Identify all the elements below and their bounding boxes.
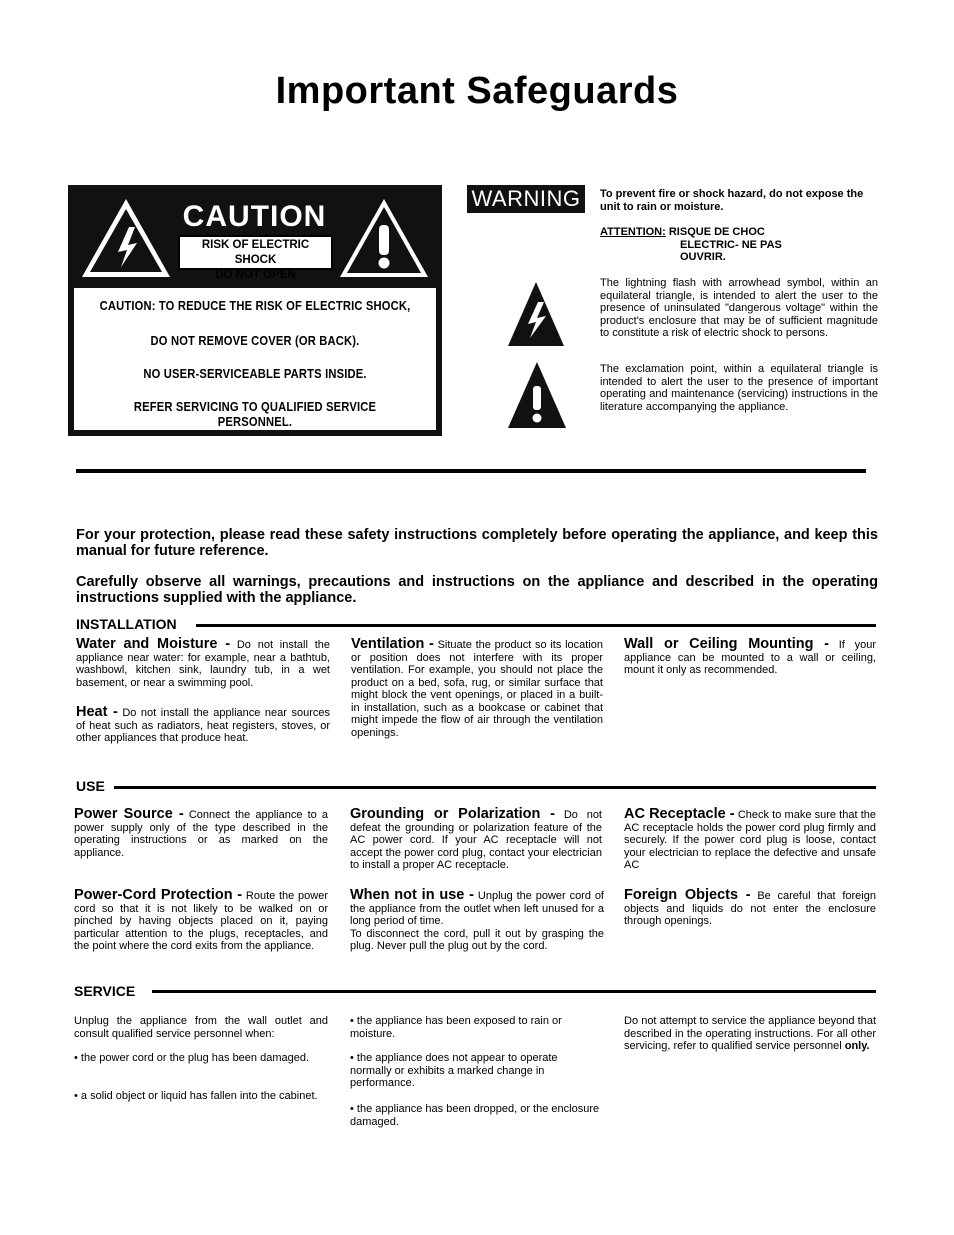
power-cord-item: [74, 889, 328, 953]
caution-text-area: [74, 288, 436, 430]
service-bullet-5: [350, 1103, 602, 1128]
shock-plate-line2: DO NOT OPEN: [215, 269, 296, 281]
ventilation-heading: Ventilation -: [351, 636, 434, 652]
caution-word: CAUTION: [182, 200, 327, 233]
not-in-use-item: [350, 889, 604, 953]
grounding-item: [350, 808, 602, 872]
foreign-objects-item: [624, 889, 876, 928]
water-heading: Water and Moisture -: [76, 636, 231, 652]
wall-mounting-item: [624, 638, 876, 677]
caution-line-3: NO USER-SERVICEABLE PARTS INSIDE.: [143, 366, 367, 381]
intro-paragraph-1: For your protection, please read these safety instructions completely before operating the appliance, and keep this manual for future reference.: [76, 527, 878, 559]
not-in-use-heading: When not in use -: [350, 887, 475, 903]
lightning-symbol-icon: [506, 280, 566, 348]
service-note: [624, 1015, 876, 1053]
service-bullet-2-text: a solid object or liquid has fallen into the cabinet.: [80, 1090, 318, 1102]
installation-rule: [196, 624, 876, 627]
service-note-text: Do not attempt to service the appliance beyond that described in the operating instructions. For all other servicing, refer to qualified service personnel: [624, 1015, 876, 1052]
bullet-icon: •: [74, 1090, 78, 1102]
ac-receptacle-heading: AC Receptacle -: [624, 806, 735, 822]
attention-block: [600, 226, 880, 264]
service-intro: Unplug the appliance from the wall outlet and consult qualified service personnel when:: [74, 1015, 328, 1040]
not-in-use-text: Unplug the power cord of the appliance from the outlet when left unused for a long period of time.: [350, 890, 604, 927]
heat-item: [76, 706, 330, 745]
warning-text: To prevent fire or shock hazard, do not expose the unit to rain or moisture.: [600, 188, 864, 213]
bullet-icon: •: [350, 1015, 354, 1027]
water-text: Do not install the appliance near water: for example, near a bathtub, washbowl, kitchen sink, laundry tub, in a wet basement, or near a swimming pool.: [76, 639, 330, 689]
exclamation-symbol-icon: [506, 360, 568, 430]
water-moisture-item: [76, 638, 330, 689]
ac-receptacle-item: [624, 808, 876, 872]
exclamation-description: The exclamation point, within a equilateral triangle is intended to alert the user to the presence of important operating and maintenance (servicing) instructions in the literature accompanying the appliance.: [600, 363, 878, 413]
service-bullet-1: [74, 1052, 328, 1065]
foreign-objects-heading: Foreign Objects -: [624, 887, 751, 903]
foreign-objects-text: Be careful that foreign objects and liquids do not enter the enclosure through openings.: [624, 890, 876, 927]
power-cord-text: Route the power cord so that it is not likely to be walked on or pinched by having objects placed on it, paying particular attention to the plugs, receptacles, and the point where the cord exits from the appliance.: [74, 890, 328, 952]
lightning-warning-icon: [80, 197, 172, 279]
service-bullet-5-text: the appliance has been dropped, or the enclosure damaged.: [350, 1103, 600, 1128]
service-rule: [152, 990, 876, 993]
shock-plate: [178, 235, 333, 281]
attention-line1: RISQUE DE CHOC: [668, 226, 765, 238]
use-rule: [114, 786, 876, 789]
bullet-icon: •: [350, 1103, 354, 1115]
attention-label: ATTENTION:: [600, 226, 666, 238]
attention-line2: ELECTRIC- NE PAS: [680, 238, 782, 251]
use-heading: USE: [76, 778, 105, 794]
heat-heading: Heat -: [76, 704, 118, 720]
exclamation-warning-icon: [338, 197, 430, 279]
caution-line-4: REFER SERVICING TO QUALIFIED SERVICE PERSONNEL.: [133, 399, 377, 429]
wall-text: If your appliance can be mounted to a wall or ceiling, mount it only as recommended.: [624, 639, 876, 676]
top-divider: [76, 469, 866, 473]
intro-paragraph-2: Carefully observe all warnings, precautions and instructions on the appliance and described in the operating instructions supplied with the appliance.: [76, 574, 878, 606]
grounding-heading: Grounding or Polarization -: [350, 806, 555, 822]
service-bullet-3-text: the appliance has been exposed to rain or moisture.: [350, 1015, 562, 1040]
service-bullet-4-text: the appliance does not appear to operate normally or exhibits a marked change in performance.: [350, 1052, 558, 1089]
page-title: Important Safeguards: [275, 70, 679, 112]
service-heading: SERVICE: [74, 983, 136, 999]
service-bullet-2: [74, 1090, 328, 1103]
power-source-text: Connect the appliance to a power supply only of the type described in the operating instructions or as marked on the appliance.: [74, 809, 329, 859]
ventilation-item: [351, 638, 603, 739]
power-source-item: [74, 808, 328, 859]
service-bullet-4: [350, 1052, 602, 1090]
caution-line-2: DO NOT REMOVE COVER (OR BACK).: [150, 333, 360, 348]
lightning-description: The lightning flash with arrowhead symbol, within an equilateral triangle, is intended to alert the user to the presence of uninsulated "dangerous voltage" within the product's enclosure that may be of sufficient magnitude to constitute a risk of electric shock to persons.: [600, 277, 878, 339]
heat-text: Do not install the appliance near sources of heat such as radiators, heat registers, stoves, or other appliances that produce heat.: [76, 707, 330, 744]
warning-label: WARNING: [467, 185, 585, 213]
grounding-text: Do not defeat the grounding or polarization feature of the AC power cord. If your AC receptacle will not accept the power cord plug, contact your electrician to install a proper AC receptacle.: [350, 809, 602, 871]
service-bullet-3: [350, 1015, 602, 1040]
service-bullet-1-text: the power cord or the plug has been damaged.: [80, 1052, 310, 1064]
wall-heading: Wall or Ceiling Mounting -: [624, 636, 829, 652]
ac-receptacle-text: Check to make sure that the AC receptacle holds the power cord plug firmly and securely. If the power cord plug is loose, contact your electrician to replace the defective and unsafe AC: [624, 809, 876, 871]
caution-panel: [68, 185, 442, 436]
ventilation-text: Situate the product so its location or position does not interfere with its proper ventilation. For example, you should not place the product on a bed, sofa, rug, or similar surface that might block the vent openings, or placed in a built-in installation, such as a bookcase or cabinet that might impede the flow of air through the ventilation openings.: [351, 639, 604, 739]
bullet-icon: •: [74, 1052, 78, 1064]
power-cord-heading: Power-Cord Protection -: [74, 887, 243, 903]
attention-line3: OUVRIR.: [680, 251, 726, 263]
service-note-bold: only.: [844, 1040, 870, 1052]
power-source-heading: Power Source -: [74, 806, 184, 822]
bullet-icon: •: [350, 1052, 354, 1064]
installation-heading: INSTALLATION: [76, 616, 177, 632]
not-in-use-text-2: To disconnect the cord, pull it out by grasping the plug. Never pull the plug out by the cord.: [350, 927, 604, 952]
caution-line-1: CAUTION: TO REDUCE THE RISK OF ELECTRIC SHOCK,: [99, 298, 411, 313]
shock-plate-line1: RISK OF ELECTRIC SHOCK: [201, 239, 310, 266]
